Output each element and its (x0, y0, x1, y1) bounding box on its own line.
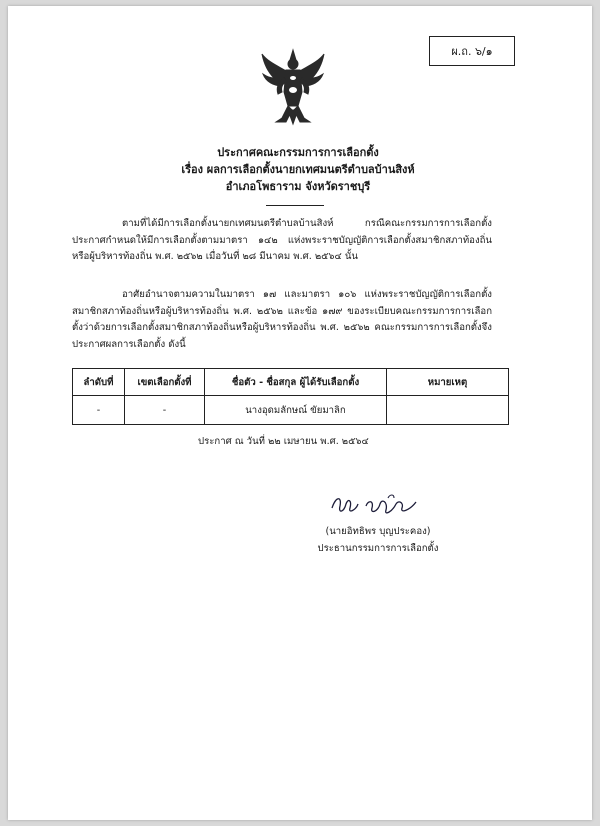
cell-remark (387, 396, 509, 425)
cell-name: นางอุดมลักษณ์ ขัยมาลิก (205, 396, 387, 425)
announcement-date: ประกาศ ณ วันที่ ๒๒ เมษายน พ.ศ. ๒๕๖๔ (198, 436, 369, 447)
handwritten-signature-icon (328, 490, 420, 520)
form-code: ผ.ถ. ๖/๑ (451, 45, 493, 58)
cell-district: - (125, 396, 205, 425)
table-row (73, 396, 509, 425)
document-page (8, 6, 592, 820)
header-order: ลำดับที่ (73, 369, 125, 396)
signer-name: (นายอิทธิพร บุญประคอง) (325, 526, 431, 537)
header-district: เขตเลือกตั้งที่ (125, 369, 205, 396)
heading-divider (266, 205, 324, 206)
paragraph-1 (72, 216, 492, 266)
paragraph-1-text: ตามที่ได้มีการเลือกตั้งนายกเทศมนตรีตำบลบ้านสิงห์ กรณีคณะกรรมการการเลือกตั้งประกาศกำหนดให้มีการเลือกตั้งตามมาตรา ๑๔๒ แห่งพระราชบัญญัติการเลือกตั้งสมาชิกสภาท้องถิ่นหรือผู้บริหารท้องถิ่น พ.ศ. ๒๕๖๒ เมื่อวันที่ ๒๘ มีนาคม พ.ศ. ๒๕๖๔ นั้น (72, 218, 492, 262)
table-header-row (73, 369, 509, 396)
paragraph-2-text: อาศัยอำนาจตามความในมาตรา ๑๗ และมาตรา ๑๐๖ แห่งพระราชบัญญัติการเลือกตั้งสมาชิกสภาท้องถิ่นหรือผู้บริหารท้องถิ่น พ.ศ. ๒๕๖๒ และข้อ ๑๗๙ ของระเบียบคณะกรรมการการเลือกตั้งว่าด้วยการเลือกตั้งสมาชิกสภาท้องถิ่นหรือผู้บริหารท้องถิ่น พ.ศ. ๒๕๖๒ คณะกรรมการการเลือกตั้งจึงประกาศผลการเลือกตั้ง ดังนี้ (72, 289, 492, 350)
heading-line-3: อำเภอโพธาราม จังหวัดราชบุรี (225, 180, 371, 193)
paragraph-2 (72, 287, 492, 353)
garuda-emblem-icon (260, 48, 326, 126)
header-name: ชื่อตัว - ชื่อสกุล ผู้ได้รับเลือกตั้ง (205, 369, 387, 396)
results-table (72, 368, 509, 425)
signer-title: ประธานกรรมการการเลือกตั้ง (317, 543, 439, 554)
heading-line-1: ประกาศคณะกรรมการการเลือกตั้ง (217, 146, 379, 159)
heading-line-2: เรื่อง ผลการเลือกตั้งนายกเทศมนตรีตำบลบ้านสิงห์ (181, 163, 415, 176)
form-code-box (429, 36, 515, 66)
cell-order: - (73, 396, 125, 425)
header-remark: หมายเหตุ (387, 369, 509, 396)
